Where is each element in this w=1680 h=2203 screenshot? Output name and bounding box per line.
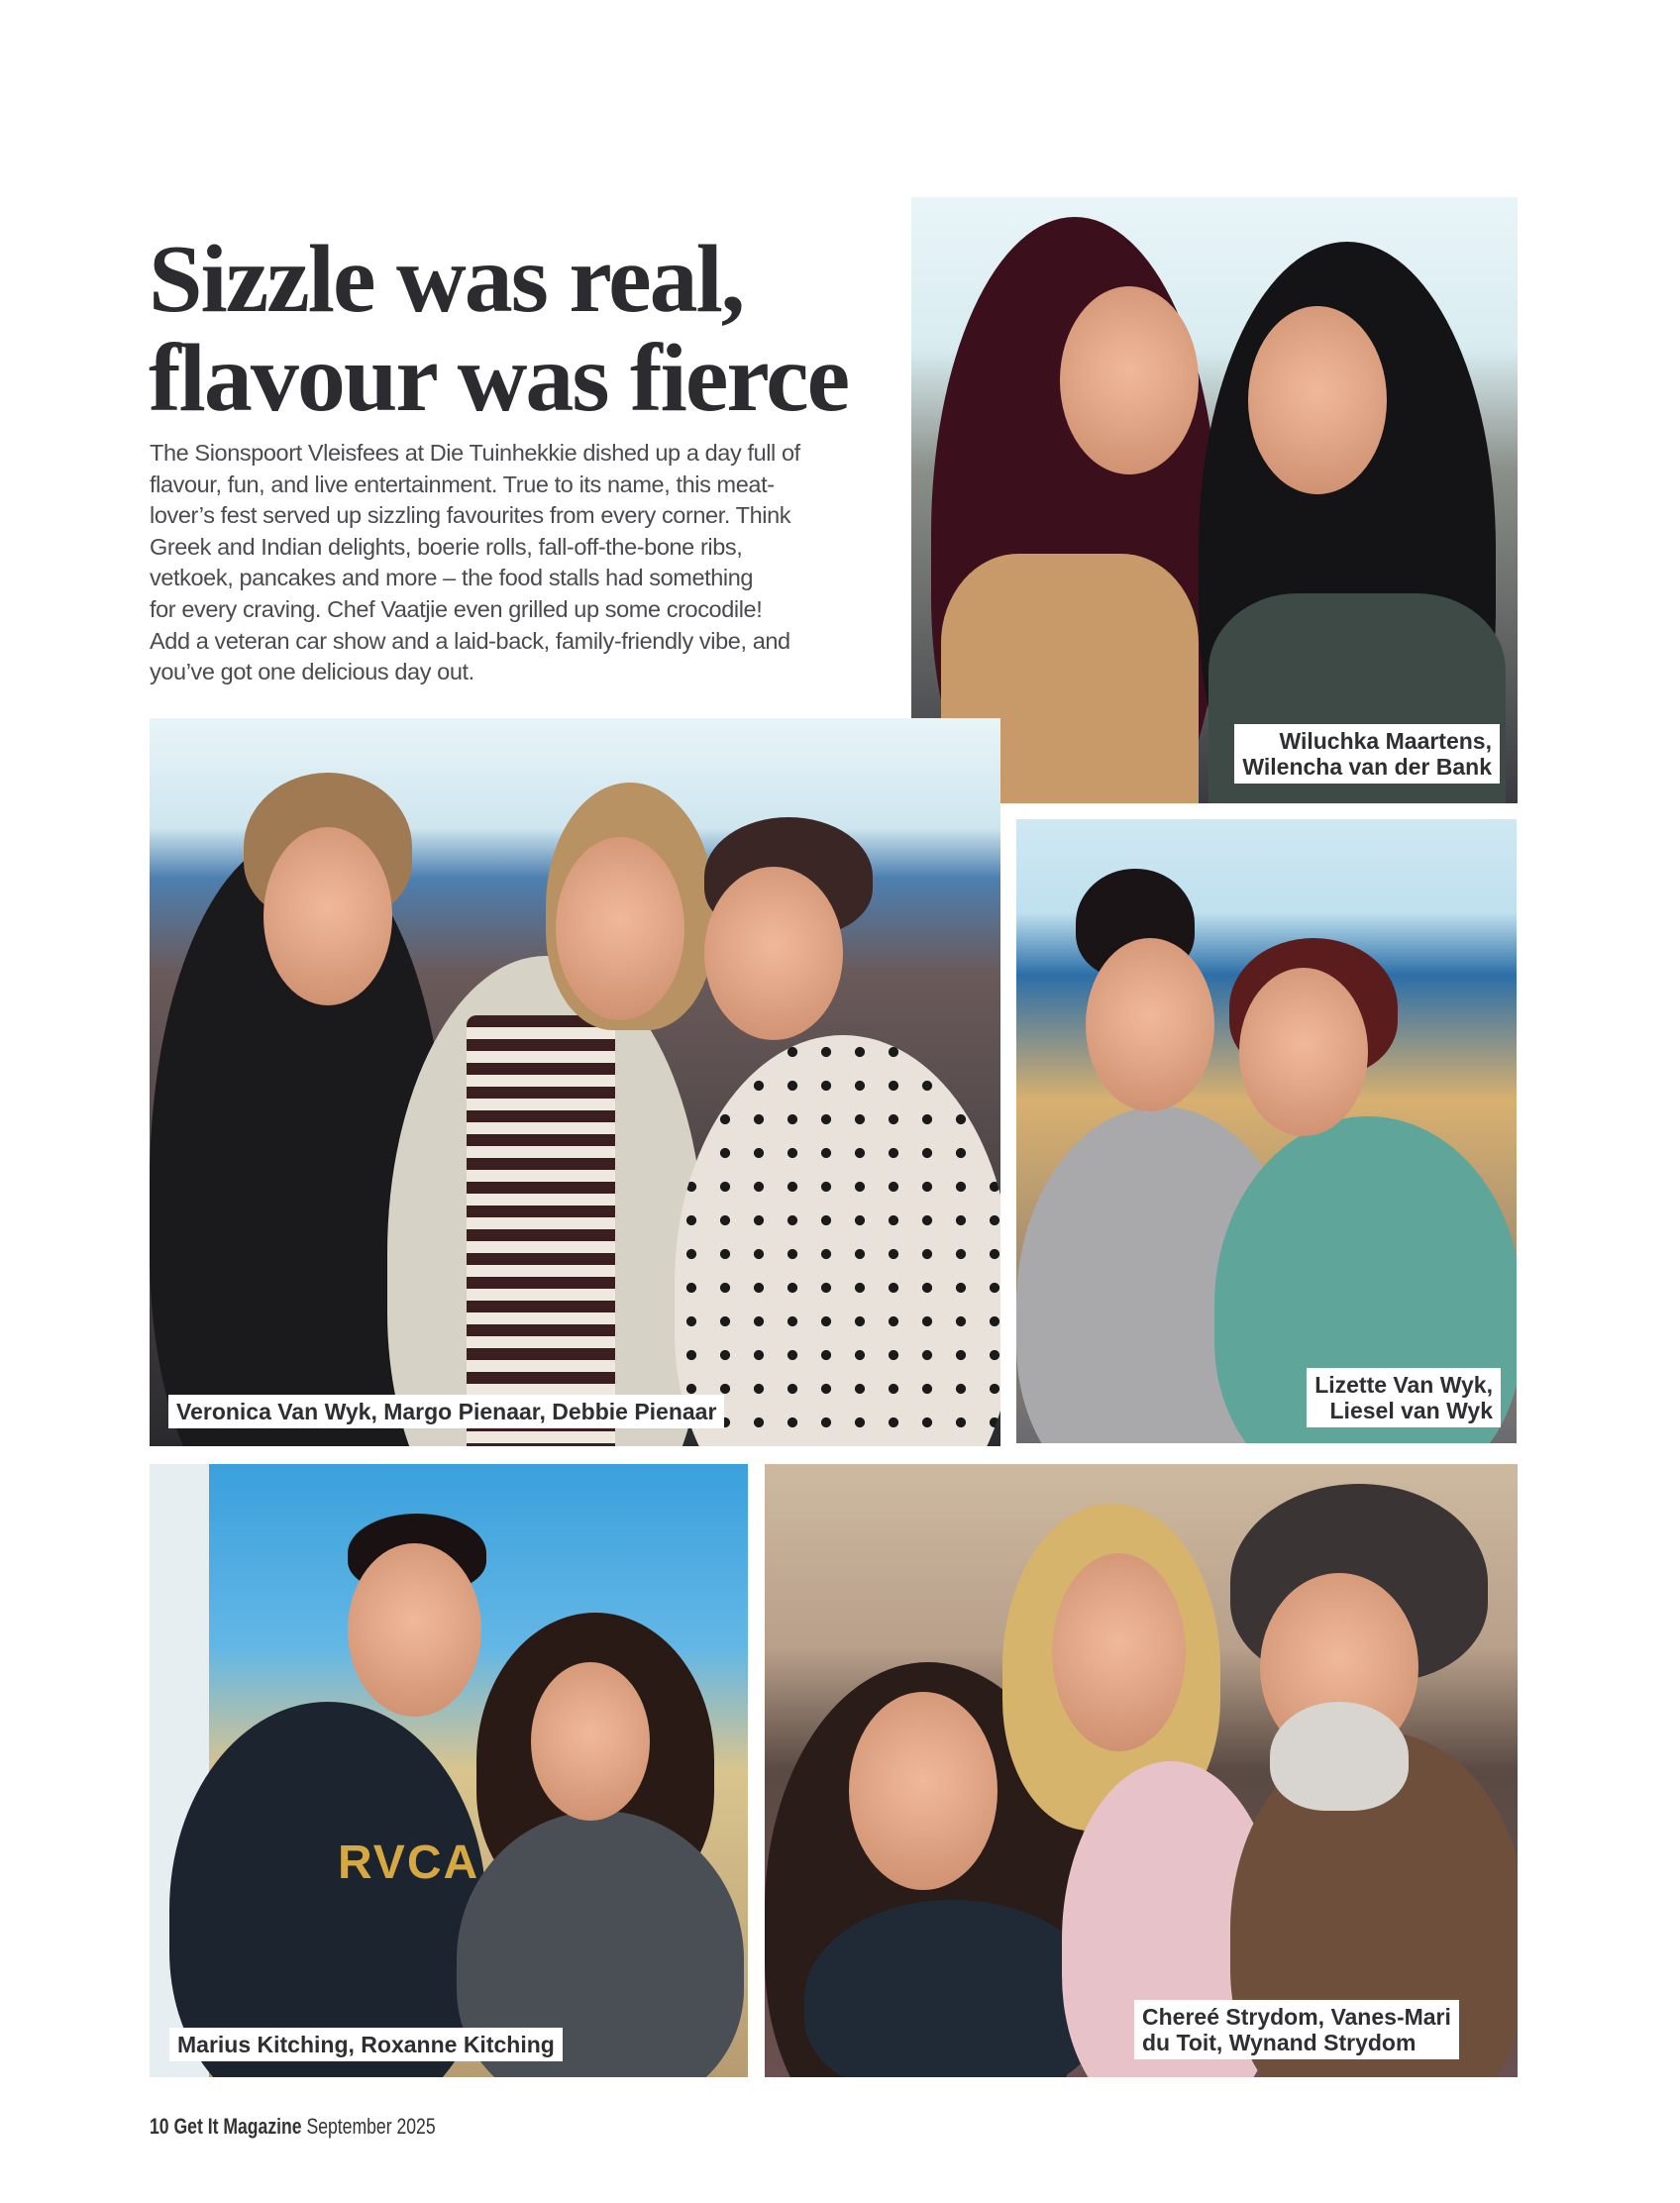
photo-veronica-margo-debbie xyxy=(150,718,1000,1446)
photo-wiluchka-wilencha xyxy=(911,197,1518,803)
magazine-name: Get It Magazine xyxy=(173,2114,302,2139)
page-footer xyxy=(150,2114,436,2140)
photo-caption: Lizette Van Wyk, Liesel van Wyk xyxy=(1307,1368,1501,1427)
body-line: for every craving. Chef Vaatjie even grilled up some crocodile! xyxy=(150,595,763,622)
body-line: flavour, fun, and live entertainment. True to its name, this meat- xyxy=(150,471,775,497)
photo-caption: Veronica Van Wyk, Margo Pienaar, Debbie Pienaar xyxy=(168,1395,724,1428)
issue-date: September 2025 xyxy=(306,2114,436,2139)
body-line: Greek and Indian delights, boerie rolls, fall-off-the-bone ribs, xyxy=(150,533,743,560)
photo-lizette-liesel xyxy=(1016,819,1517,1443)
photo-cheree-vanesmari-wynand xyxy=(765,1464,1518,2077)
photo-caption: Wiluchka Maartens, Wilencha van der Bank xyxy=(1234,724,1500,784)
body-line: you’ve got one delicious day out. xyxy=(150,659,474,685)
headline-line-1: Sizzle was real, xyxy=(149,226,744,333)
photo-caption: Marius Kitching, Roxanne Kitching xyxy=(169,2028,563,2061)
body-line: The Sionspoort Vleisfees at Die Tuinhekkie dished up a day full of xyxy=(150,440,800,466)
headline xyxy=(149,226,849,432)
rvca-shirt-logo: RVCA xyxy=(338,1836,480,1889)
body-line: vetkoek, pancakes and more – the food stalls had something xyxy=(150,565,754,591)
photo-caption: Chereé Strydom, Vanes-Mari du Toit, Wynand Strydom xyxy=(1134,2000,1459,2059)
page-number: 10 xyxy=(150,2114,169,2139)
body-line: Add a veteran car show and a laid-back, family-friendly vibe, and xyxy=(150,627,790,654)
photo-marius-roxanne xyxy=(150,1464,748,2077)
article-body xyxy=(150,438,883,688)
headline-line-2: flavour was fierce xyxy=(149,325,849,432)
body-line: lover’s fest served up sizzling favourites from every corner. Think xyxy=(150,502,791,529)
